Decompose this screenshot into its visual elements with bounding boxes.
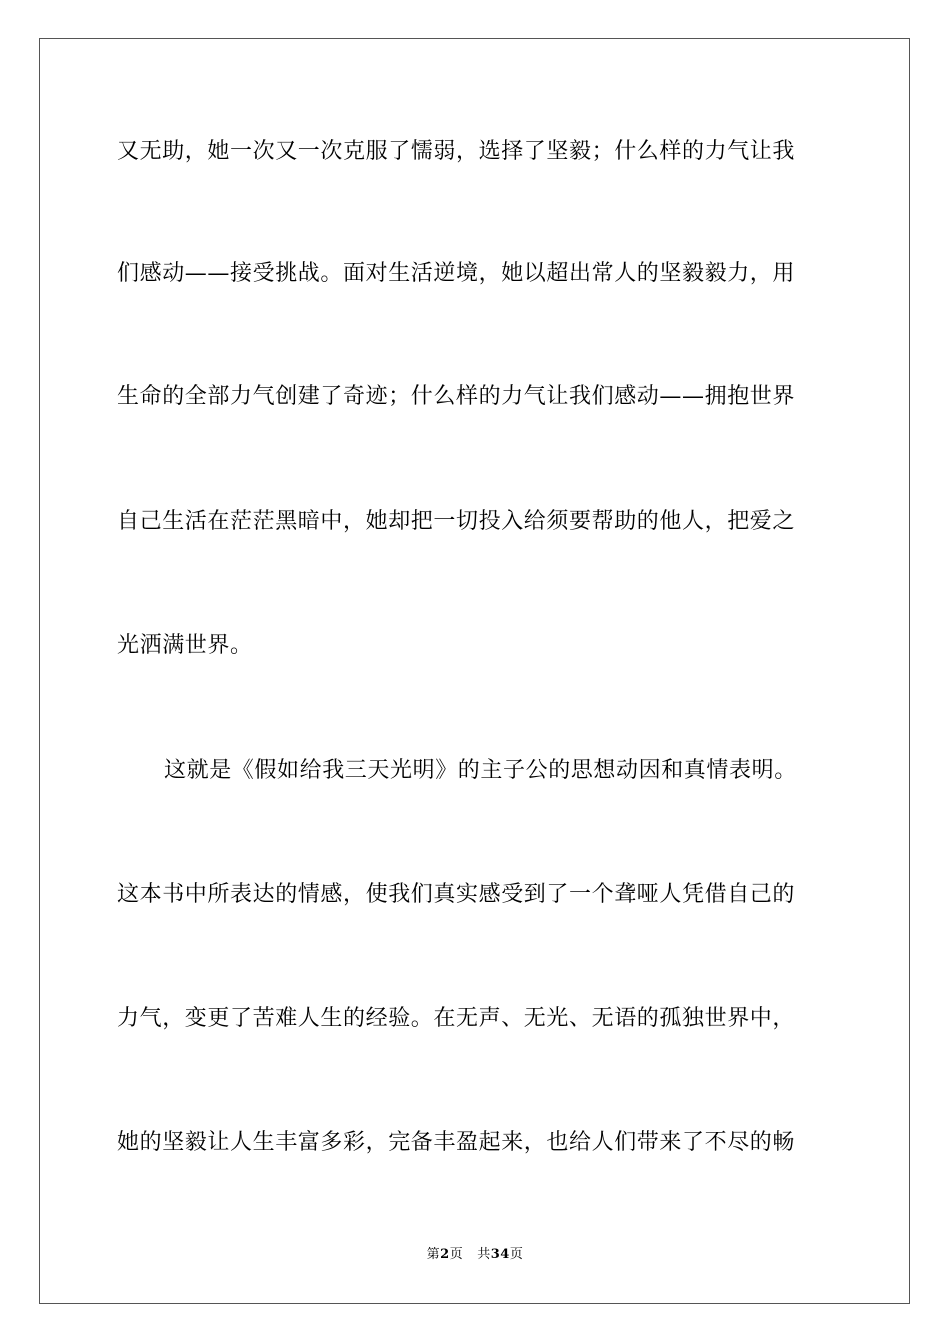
body-text-line-2: 们感动——接受挑战。面对生活逆境，她以超出常人的坚毅毅力，用	[117, 261, 796, 286]
page-footer	[0, 1246, 950, 1264]
body-text-line-7: 这本书中所表达的情感，使我们真实感受到了一个聋哑人凭借自己的	[117, 882, 796, 907]
paragraph-start-line: 这就是《假如给我三天光明》的主子公的思想动因和真情表明。	[164, 758, 797, 783]
total-suffix: 页	[509, 1247, 524, 1262]
body-text-line-4: 自己生活在茫茫黑暗中，她却把一切投入给须要帮助的他人，把爱之	[117, 509, 796, 534]
body-text-line-8: 力气，变更了苦难人生的经验。在无声、无光、无语的孤独世界中，	[117, 1006, 796, 1031]
page-number: 2	[440, 1247, 450, 1262]
page-border	[39, 38, 910, 1304]
body-text-line-3: 生命的全部力气创建了奇迹；什么样的力气让我们感动——拥抱世界	[117, 384, 796, 409]
page-suffix: 页	[449, 1247, 464, 1262]
body-text-line-9: 她的坚毅让人生丰富多彩，完备丰盈起来，也给人们带来了不尽的畅	[117, 1130, 796, 1155]
body-text-line-5: 光洒满世界。	[117, 633, 253, 658]
total-pages: 34	[490, 1247, 510, 1262]
body-text-line-1: 又无助，她一次又一次克服了懦弱，选择了坚毅；什么样的力气让我	[117, 139, 796, 164]
total-prefix: 共	[477, 1247, 491, 1262]
page-prefix: 第	[426, 1247, 441, 1262]
